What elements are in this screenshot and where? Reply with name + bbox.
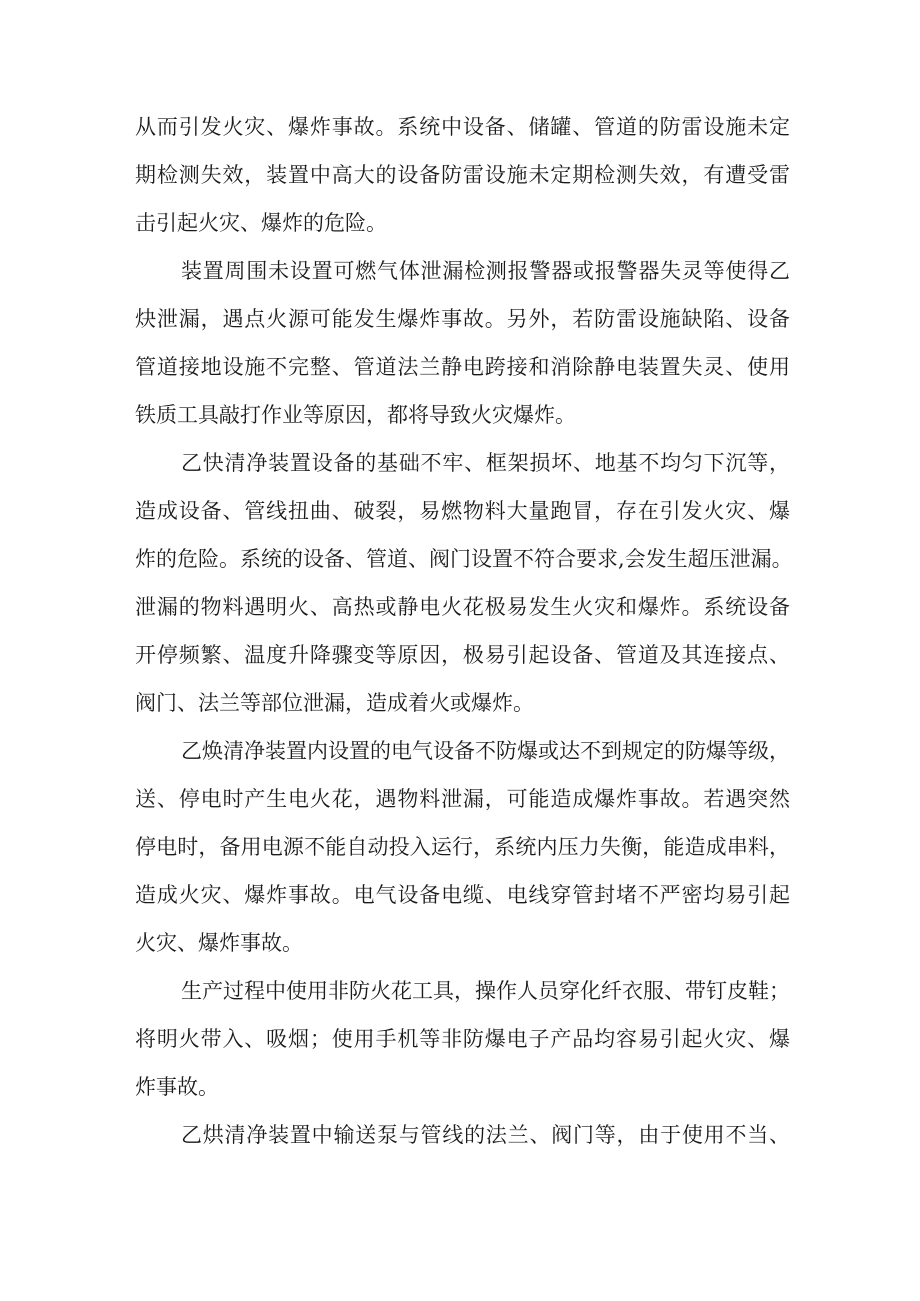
text-line: 期检测失效，装置中高大的设备防雷设施未定期检测失效，有遭受雷 — [135, 163, 790, 187]
text-line: 开停频繁、温度升降骤变等原因，极易引起设备、管道及其连接点、 — [135, 643, 790, 667]
paragraph — [135, 247, 790, 439]
body-text — [135, 103, 793, 1159]
text-line: 泄漏的物料遇明火、高热或静电火花极易发生火灾和爆炸。系统设备 — [135, 595, 790, 619]
text-line: 炔泄漏，遇点火源可能发生爆炸事故。另外，若防雷设施缺陷、设备 — [135, 307, 790, 331]
text-line: 装置周围未设置可燃气体泄漏检测报警器或报警器失灵等使得乙 — [181, 259, 790, 283]
paragraph — [135, 727, 790, 967]
text-line: 生产过程中使用非防火花工具，操作人员穿化纤衣服、带钉皮鞋； — [181, 979, 790, 1003]
text-line: 击引起火灾、爆炸的危险。 — [135, 211, 387, 235]
text-line: 炸事故。 — [135, 1075, 219, 1099]
text-line: 将明火带入、吸烟；使用手机等非防爆电子产品均容易引起火灾、爆 — [135, 1027, 790, 1051]
text-line: 造成设备、管线扭曲、破裂，易燃物料大量跑冒，存在引发火灾、爆 — [135, 499, 790, 523]
paragraph — [135, 1111, 790, 1159]
text-line: 乙焕清净装置内设置的电气设备不防爆或达不到规定的防爆等级， — [181, 739, 790, 763]
text-line: 停电时，备用电源不能自动投入运行，系统内压力失衡，能造成串料， — [135, 835, 790, 859]
text-line: 阀门、法兰等部位泄漏，造成着火或爆炸。 — [135, 691, 534, 715]
text-line: 管道接地设施不完整、管道法兰静电跨接和消除静电装置失灵、使用 — [135, 355, 790, 379]
text-line: 造成火灾、爆炸事故。电气设备电缆、电线穿管封堵不严密均易引起 — [135, 883, 790, 907]
text-line: 乙烘清净装置中输送泵与管线的法兰、阀门等，由于使用不当、 — [181, 1123, 790, 1147]
paragraph — [135, 967, 790, 1111]
text-line: 从而引发火灾、爆炸事故。系统中设备、储罐、管道的防雷设施未定 — [135, 115, 790, 139]
text-line: 乙快清净装置设备的基础不牢、框架损坏、地基不均匀下沉等， — [181, 451, 790, 475]
text-line: 炸的危险。系统的设备、管道、阀门设置不符合要求,会发生超压泄漏。 — [135, 547, 793, 571]
text-line: 火灾、爆炸事故。 — [135, 931, 303, 955]
paragraph — [135, 103, 790, 247]
paragraph — [135, 439, 793, 727]
text-line: 铁质工具敲打作业等原因，都将导致火灾爆炸。 — [135, 403, 576, 427]
text-line: 送、停电时产生电火花，遇物料泄漏，可能造成爆炸事故。若遇突然 — [135, 787, 790, 811]
